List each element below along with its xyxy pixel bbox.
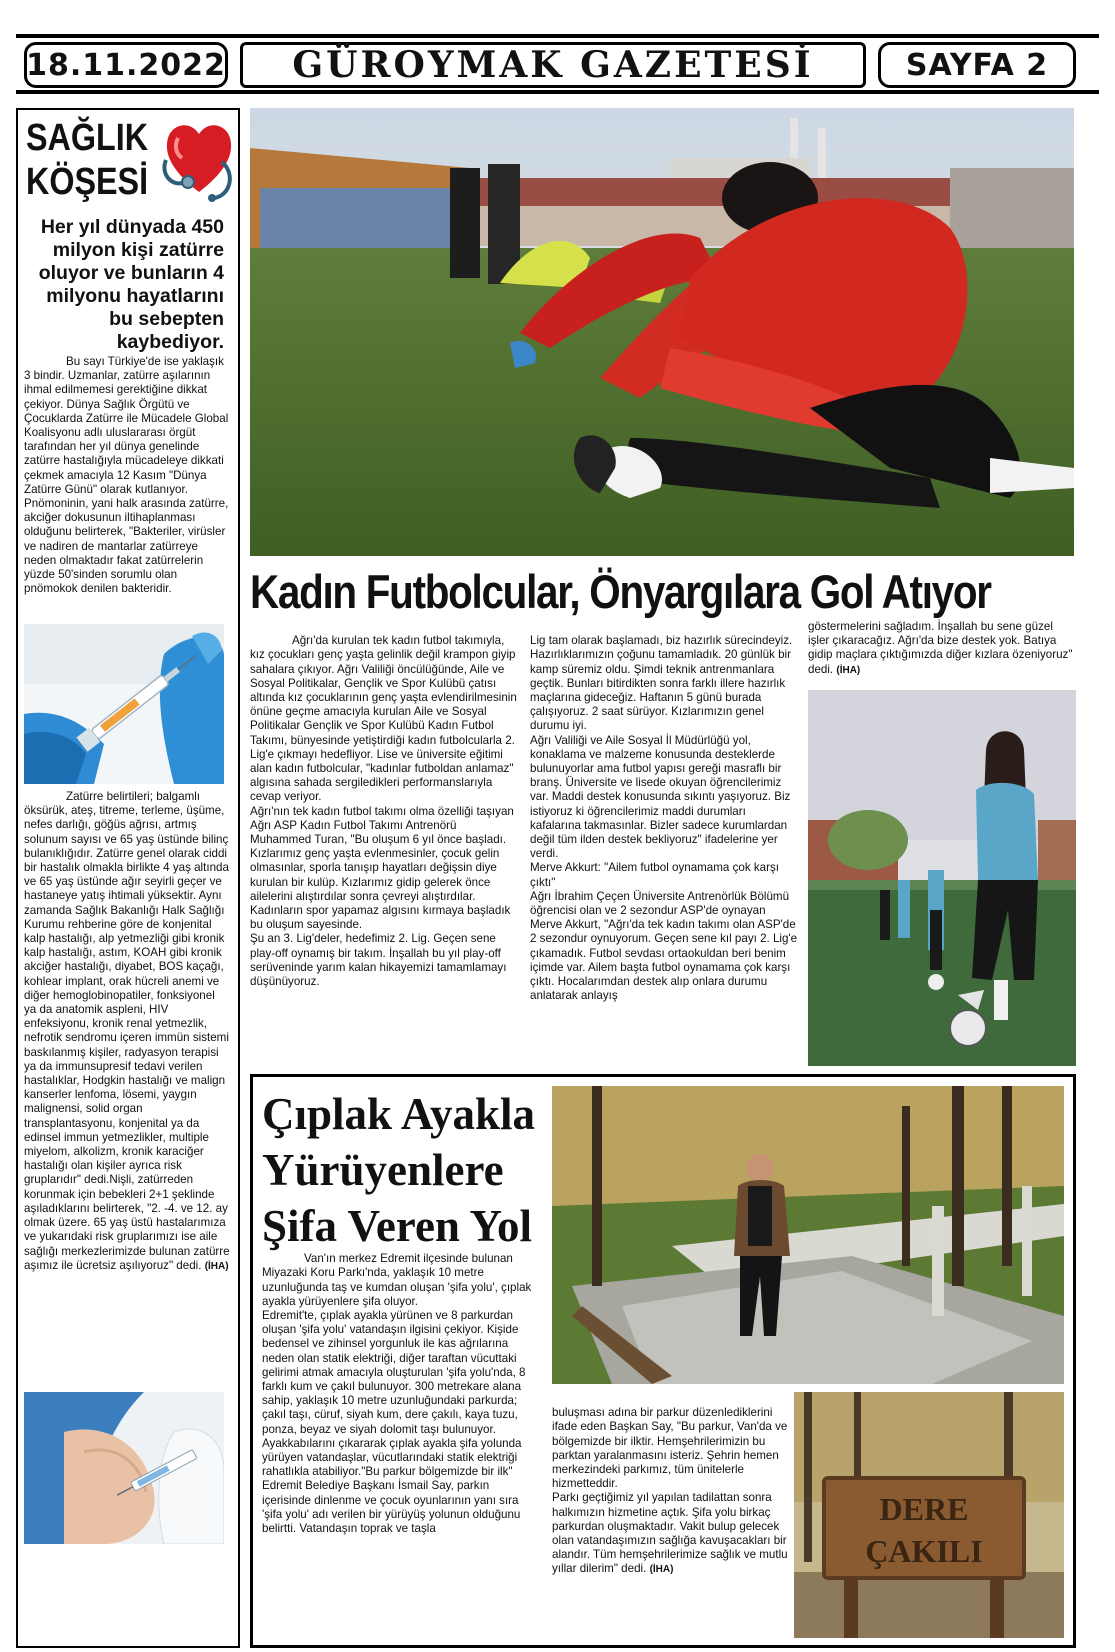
sifa-yolu-headline-line1: Çıplak Ayakla xyxy=(262,1089,536,1139)
saglik-title xyxy=(26,116,162,204)
sifa-yolu-col1 xyxy=(262,1238,540,1550)
sifa-yolu-headline xyxy=(262,1086,552,1254)
saglik-intro-text: Bu sayı Türkiye'de ise yaklaşık 3 bindir. Uzmanlar, zatürre aşılarının ihmal edilmemesi gerektiğine dikkat çekiyor. Dünya Sağlık Örgütü ve Çocuklarda Zatürre ile Mücadele Global Koalisyonu adlı uluslararası örgüt tarafından her yıl dünya genelinde zatürre hastalığıyla mücadeleye dikkati çekmek amacıyla 12 Kasım "Dünya Zatürre Günü" olarak kutlanıyor. Pnömoninin, yani halk arasında zatürre, akciğer dokusunun iltihaplanması olduğunu belirterek, "Bakteriler, virüsler ve nadiren de mantarlar zatürreye neden olmaktadır fakat zatürrelerin yüzde 50'sinden sorumlu olan pnömokok denilen bakteridir. xyxy=(24,355,229,596)
sifa-yolu-col2 xyxy=(552,1392,792,1592)
page-number: SAYFA 2 xyxy=(878,42,1076,88)
saglik-body-text xyxy=(24,790,230,1274)
football-col1 xyxy=(250,620,520,1003)
saglik-source: (İHA) xyxy=(204,1260,229,1272)
saglik-body-content: Zatürre belirtileri; balgamlı öksürük, ateş, titreme, terleme, üşüme, nefes darlığı, göğüs ağrısı, artmış solunum sayısı ve 65 yaş üstünde bilinç bulanıklığıdır. Zatürre genel olarak ciddi bir hastalık olmakla birlikte 4 yaş altında ve 65 yaş üstünde ağır seyirli geçer ve hastaneye yatış ihtimali yüksektir. Aynı zamanda Sağlık Bakanlığı Halk Sağlığı Kurumu rehberine göre de konjenital kalp hastalığı, alp yetmezliği gibi kronik kalp hastalığı, astım, KOAH gibi kronik akciğer hastalığı, diyabet, BOS kaçağı, kohlear implant, orak hücreli anemi ve diğer hemoglobinopatiler, fonksiyonel ya da anatomik aspleni, HIV enfeksiyonu, kronik renal yetmezlik, nefrotik sendromu içeren immün sistemi baskılanmış kişiler, radyasyon terapisi ya da immunsupresif tedavi verilen hastalıklar, Hodgkin hastalığı ve malign kanserler lenfoma, lösemi, yaygın malignensi, solid organ transplantasyonu, konjenital ya da edinsel immun yetmezlikler, multiple miyelom, alkolizm, kronik karaciğer hastalığı olan kişiler ayrıca risk gruplarıdır" dedi.Nişli, zatürreden korunmak için bebekleri 2+1 şeklinde aşıladıklarını belirterek, "2. -4. ve 12. ay olmak üzere. 65 yaş üstü hastalarımıza ve yukarıdaki risk gruplarımızı ise aile sağlığı merkezlerimizde bulunan zatürre aşımız ile ücretsiz aşılıyoruz" dedi. xyxy=(24,790,230,1272)
football-headline: Kadın Futbolcular, Önyargılara Gol Atıyor xyxy=(250,565,991,618)
saglik-title-line2: KÖŞESİ xyxy=(26,161,149,203)
football-col3 xyxy=(808,620,1076,678)
saglik-title-line1: SAĞLIK xyxy=(26,117,149,159)
sifa-yolu-col2-content: buluşması adına bir parkur düzenlediklerini ifade eden Başkan Say, "Bu parkur, Van'da ve bölgemizde bir ilktir. Hemşehrilerimizin bu parktan yaralanmasını isteriz. Şehrin hemen merkezindeki parkımız, tüm ünitelerle hizmetteddir. Parkı geçtiğimiz yıl yapılan tadilattan sonra halkımızın hizmetine açtık. Şifa yolu birkaç parkurdan oluşmaktadır. Vakit bulup gelecek olan vatandaşımızın sağlığa kavuşacakları bir alandır. Tüm hemşehrilerimize sağlık ve mutlu yıllar dilerim" dedi. xyxy=(552,1406,788,1576)
saglik-body xyxy=(24,790,230,1274)
football-source: (İHA) xyxy=(836,664,861,676)
sifa-yolu-col2-text xyxy=(552,1406,792,1577)
dere-cakili-sign-photo xyxy=(794,1392,1064,1638)
sifa-yolu-headline-line2: Yürüyenlere xyxy=(262,1145,504,1195)
newspaper-name: GÜROYMAK GAZETESİ xyxy=(240,42,866,88)
football-players-photo xyxy=(808,690,1076,1066)
football-col2-text: Lig tam olarak başlamadı, biz hazırlık sürecindeyiz. Hazırlıklarımızın çoğunu tamamladık. 20 günlük bir kamp süremiz oldu. Şimdi teknik antrenmanlara geçtik. Bunları bitirdikten sonra farklı illere hazırlık maçlarına gideceğiz. Haftanın 5 günü burada çalışıyoruz. 2 saat sürüyor. Kızlarımızın genel durumu iyi. Ağrı Valiliği ve Aile Sosyal İl Müdürlüğü yol, konaklama ve malzeme konusunda desteklerde bulunuyorlar ama futbol yapısı gereği masraflı bir branş. Üniversite ve lisede okuyan öğrencilerimiz var. Maddi destek konusunda sıkıntı yaşıyoruz. Biz istiyoruz ki öğrencilerimiz maddi durumları kafalarına takmasınlar. Bizler sadece kurumlardan değil tüm ilden destek bekliyoruz" ifadelerine yer verdi. Merve Akkurt: "Ailem futbol oynamama çok karşı çıktı" Ağrı İbrahim Çeçen Üniversite Antrenörlük Bölümü öğrencisi olan ve 2 sezondur ASP'de oynayan Merve Akkurt, "Ağrı'da tek kadın takımı olan ASP'de 2 sezondur oynuyorum. Geçen sene kıl payı 2. Lig'e çıkamadık. Futbol sevdası ortaokuldan beri benim içimde var. Ailem başta futbol oynamama çok karşı çıktı. Hocalarımdan destek alıp onlara durumu anlatarak anlayış xyxy=(530,634,798,1003)
vaccine-photo-2 xyxy=(24,1392,224,1544)
sign-text-line1: DERE xyxy=(879,1491,969,1527)
sign-text-line2: ÇAKILI xyxy=(865,1533,983,1569)
header-top-rule xyxy=(16,34,1099,38)
header-bottom-rule xyxy=(16,90,1099,94)
football-col3-content: göstermelerini sağladım. İnşallah bu sene güzel işler çıkaracağız. Ağrı'da bize destek yok. Batıya gidip maçlara çıktığımızda diğer kızlara özeniyoruz" dedi. xyxy=(808,620,1073,676)
football-col2 xyxy=(530,620,798,1018)
saglik-lead: Her yıl dünyada 450 milyon kişi zatürre oluyor ve bunların 4 milyonu hayatlarını bu sebepten kaybediyor. xyxy=(38,216,224,353)
football-col1-text: Ağrı'da kurulan tek kadın futbol takımıyla, kız çocukları genç yaşta gelinlik değil krampon giyip sahalara çıkıyor. Ağrı Valiliği öncülüğünde, Aile ve Sosyal Politikalar, Gençlik ve Spor Kulübü çatısı altında kız çocuklarının genç yaşta evlendirilmesinin önüne geçme amacıyla kurulan Aile ve Sosyal Politikalar Gençlik ve Spor Kulübü Kadın Futbol Takımı, bünyesinde yetiştirdiği kadın futbolcularla 2. Lig'e çıkmayı hedefliyor. Lise ve üniversite eğitimi alan kadın futbolcular, "kadınlar futboldan anlamaz" algısına sahada sergiledikleri performanslarıyla cevap veriyor. Ağrı'nın tek kadın futbol takımı olma özelliği taşıyan Ağrı ASP Kadın Futbol Takımı Antrenörü Muhammed Turan, "Bu oluşum 6 yıl önce başladı. Kızlarımız genç yaşta evlenmesinler, çocuk gelin olmasınlar, sporla tanışıp hayatları değişsin diye kurulan bir kulüp. Kızlarımız gidip gelerek önce ailelerini alıştırdılar sonra çevreyi alıştırdılar. Kadınların spor yapamaz algısını kırmaya başladık bu oluşum sayesinde. Şu an 3. Lig'deler, hedefimiz 2. Lig. Geçen sene play-off oynamış bir takım. İnşallah bu yıl play-off serüveninde yarım kalan hikayemizi tamamlamayı düşünüyoruz. xyxy=(250,634,517,989)
saglik-intro xyxy=(24,355,230,596)
sifa-yolu-source: (İHA) xyxy=(649,1564,674,1576)
issue-date: 18.11.2022 xyxy=(24,42,228,88)
sifa-yolu-col1-text: Van'ın merkez Edremit ilçesinde bulunan Miyazaki Koru Parkı'nda, yaklaşık 10 metre uzunluğunda taş ve kumdan oluşan 'şifa yolu', çıplak ayakla yürüyenlere şifa oluyor. Edremit'te, çıplak ayakla yürünen ve 8 parkurdan oluşan 'şifa yolu' vatandaşın ilgisini çekiyor. Kişide bedensel ve zihinsel yorgunluk ile kas ağrılarına neden olan statik elektriği, diğer taraftan vücuttaki gelirimi atmak amacıyla oluşturulan 'şifa yolu'nda, 8 farklı kum ve çakıl bulunuyor. 300 metrekare alana sahip, yaklaşık 10 metre uzunluğundaki parkurda; çakıl taşı, cüruf, siyah kum, dere çakılı, kaya tuzu, ponza, beyaz ve siyah dolomit taşı bulunuyor. Ayakkabılarını çıkararak çıplak ayakla şifa yolunda yürüyen vatandaşlar, vücutlarındaki statik elektriği rahatlıkla atabiliyor."Bu parkur bölgemizde bir ilk" Edremit Belediye Başkanı İsmail Say, parkın içerisinde dinlenme ve çocuk oyunlarının yanı sıra 'şifa yolu' adı verilen bir yürüyüş yolunun olduğunu belirtti. Vatandaşın toprak ve taşla xyxy=(262,1252,532,1536)
park-walking-photo xyxy=(552,1086,1064,1384)
sifa-yolu-headline-line3: Şifa Veren Yol xyxy=(262,1201,533,1251)
football-col3-text xyxy=(808,620,1076,678)
vaccine-photo-1 xyxy=(24,624,224,784)
heart-stethoscope-icon xyxy=(160,112,238,207)
football-training-photo xyxy=(250,108,1074,556)
